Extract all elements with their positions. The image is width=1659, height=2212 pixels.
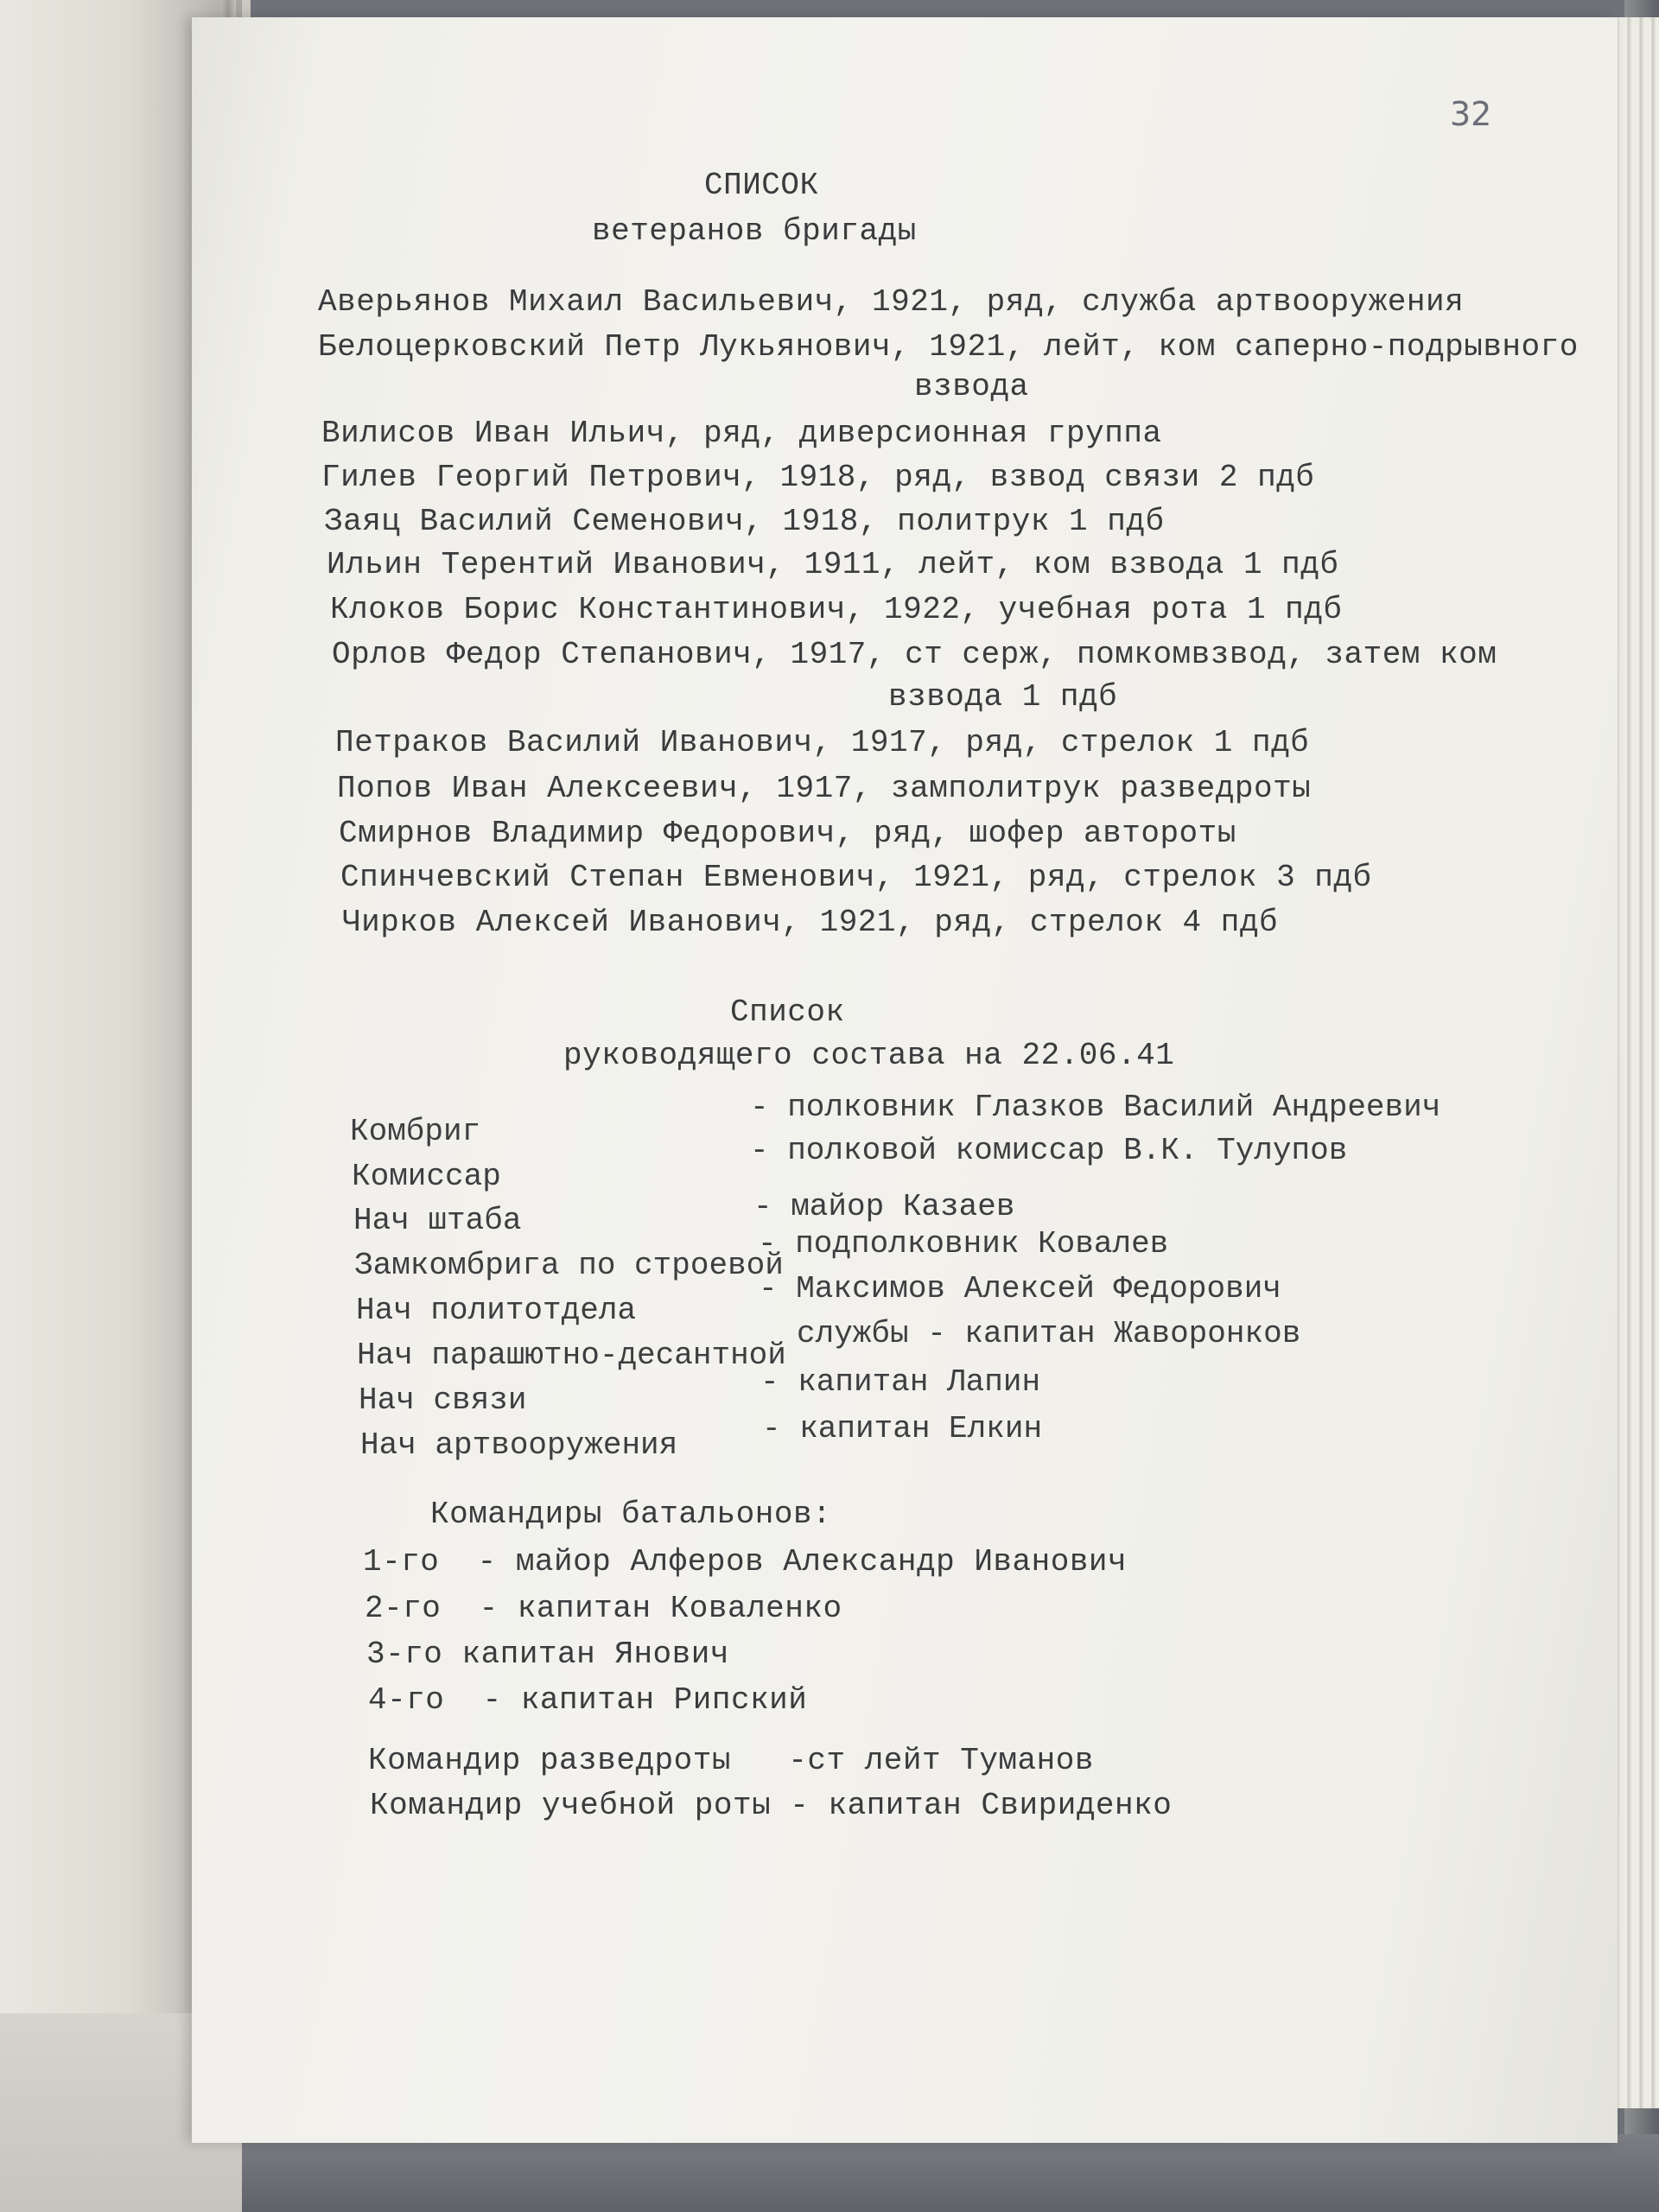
role-holder: - полковой комиссар В.К. Тулупов xyxy=(750,1133,1348,1168)
role-label: Нач артвооружения xyxy=(360,1427,678,1463)
veteran-entry: Орлов Федор Степанович, 1917, ст серж, помкомвзвод, затем ком xyxy=(332,637,1497,672)
role-holder: - Максимов Алексей Федорович xyxy=(759,1271,1281,1306)
battalion-row: 4-го - капитан Рипский xyxy=(368,1682,808,1718)
role-label: Нач штаба xyxy=(353,1203,522,1238)
leadership-title: Список xyxy=(730,995,845,1030)
page-number: 32 xyxy=(1450,95,1492,133)
role-label: Замкомбрига по строевой xyxy=(354,1248,784,1283)
role-holder: - майор Казаев xyxy=(753,1189,1015,1224)
role-holder: - капитан Елкин xyxy=(762,1411,1043,1446)
veteran-entry: Чирков Алексей Иванович, 1921, ряд, стрелок 4 пдб xyxy=(342,905,1279,940)
role-label: Нач связи xyxy=(359,1382,527,1418)
role-holder: - капитан Лапин xyxy=(760,1364,1041,1400)
battalion-row: 1-го - майор Алферов Александр Иванович xyxy=(363,1544,1128,1580)
veteran-entry: Петраков Василий Иванович, 1917, ряд, стрелок 1 пдб xyxy=(335,725,1310,760)
veteran-entry: Аверьянов Михаил Васильевич, 1921, ряд, служба артвооружения xyxy=(318,284,1465,320)
veteran-entry: Смирнов Владимир Федорович, ряд, шофер автороты xyxy=(339,816,1236,851)
veteran-entry: Вилисов Иван Ильич, ряд, диверсионная группа xyxy=(321,416,1162,451)
battalions-heading: Командиры батальонов: xyxy=(430,1497,832,1532)
role-label: Нач парашютно-десантной xyxy=(357,1338,786,1373)
veteran-entry: Гилев Георгий Петрович, 1918, ряд, взвод связи 2 пдб xyxy=(321,460,1315,495)
leadership-subtitle: руководящего состава на 22.06.41 xyxy=(563,1038,1175,1073)
veteran-entry: Заяц Василий Семенович, 1918, политрук 1 пдб xyxy=(324,504,1165,539)
company-commander-row: Командир разведроты -ст лейт Туманов xyxy=(368,1743,1094,1778)
veteran-entry-continuation: взвода 1 пдб xyxy=(888,679,1118,715)
veteran-entry: Спинчевский Степан Евменович, 1921, ряд, стрелок 3 пдб xyxy=(340,860,1372,895)
veteran-entry: Попов Иван Алексеевич, 1917, замполитрук разведроты xyxy=(337,771,1312,806)
veterans-title: СПИСОК xyxy=(704,168,819,203)
role-holder: - полковник Глазков Василий Андреевич xyxy=(750,1090,1441,1125)
battalion-row: 2-го - капитан Коваленко xyxy=(365,1591,842,1626)
role-holder: службы - капитан Жаворонков xyxy=(797,1316,1301,1351)
veteran-entry: Клоков Борис Константинович, 1922, учебная рота 1 пдб xyxy=(330,592,1343,627)
veterans-subtitle: ветеранов бригады xyxy=(592,213,917,249)
role-label: Комиссар xyxy=(352,1159,501,1194)
veteran-entry-continuation: взвода xyxy=(914,369,1029,404)
battalion-row: 3-го капитан Янович xyxy=(366,1637,729,1672)
company-commander-row: Командир учебной роты - капитан Свириденко xyxy=(370,1788,1173,1823)
veteran-entry: Ильин Терентий Иванович, 1911, лейт, ком взвода 1 пдб xyxy=(327,547,1339,582)
role-label: Нач политотдела xyxy=(356,1293,637,1328)
role-label: Комбриг xyxy=(350,1114,481,1149)
veteran-entry: Белоцерковский Петр Лукьянович, 1921, лейт, ком саперно-подрывного xyxy=(318,329,1579,365)
role-holder: - подполковник Ковалев xyxy=(758,1226,1169,1262)
